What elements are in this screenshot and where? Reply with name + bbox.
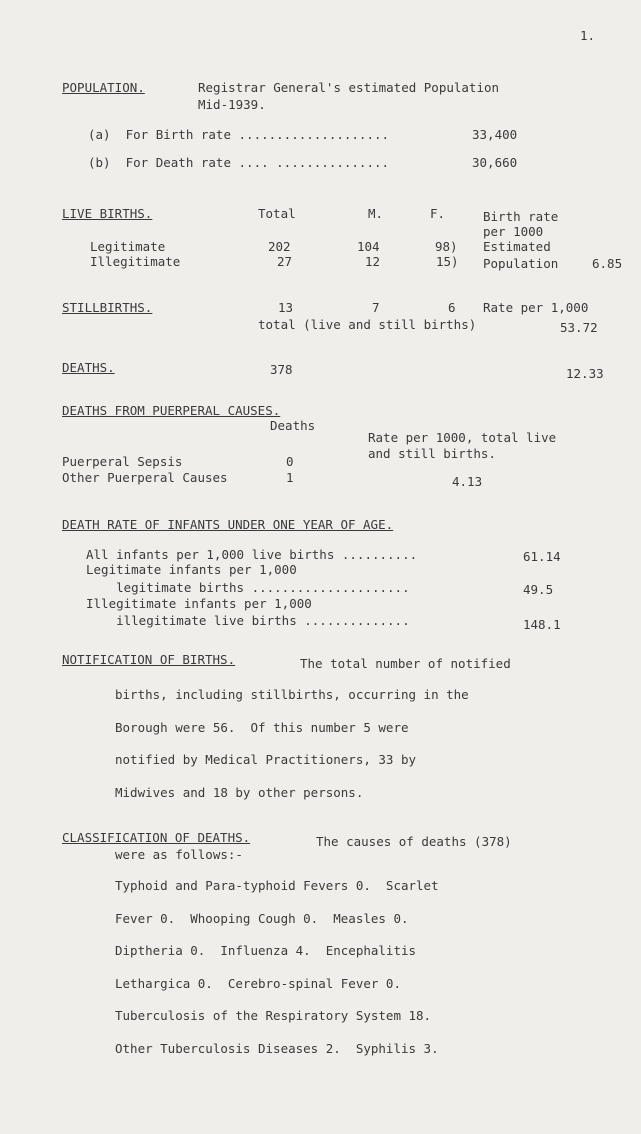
birth-rate-population-value: 33,400 bbox=[472, 127, 518, 142]
live-births-heading: LIVE BIRTHS. bbox=[62, 206, 153, 221]
death-rate-population-value: 30,660 bbox=[472, 155, 518, 170]
birth-rate-line1: Birth rate bbox=[483, 209, 559, 224]
live-births-col-m: M. bbox=[368, 206, 384, 221]
illegitimate-m: 12 bbox=[365, 254, 381, 269]
notification-first-line: The total number of notified bbox=[300, 656, 511, 671]
birth-rate-line2: per 1000 bbox=[483, 224, 544, 239]
stillbirths-rate-label: Rate per 1,000 bbox=[483, 300, 589, 315]
legitimate-label: Legitimate bbox=[90, 239, 166, 254]
puerperal-rate-value: 4.13 bbox=[452, 474, 483, 489]
puerperal-sepsis-value: 0 bbox=[286, 454, 294, 469]
classification-line-3: Diptheria 0. Influenza 4. Encephalitis bbox=[115, 943, 417, 958]
notification-line-3: notified by Medical Practitioners, 33 by bbox=[115, 752, 417, 767]
other-puerperal-label: Other Puerperal Causes bbox=[62, 470, 228, 485]
infant-line-legit-births: legitimate births ..................... bbox=[86, 580, 410, 595]
infant-value-illegit: 148.1 bbox=[523, 617, 561, 632]
notification-line-4: Midwives and 18 by other persons. bbox=[115, 785, 364, 800]
stillbirths-m: 7 bbox=[372, 300, 380, 315]
illegitimate-total: 27 bbox=[277, 254, 293, 269]
stillbirths-heading: STILLBIRTHS. bbox=[62, 300, 153, 315]
legitimate-m: 104 bbox=[357, 239, 380, 254]
classification-line-2: Fever 0. Whooping Cough 0. Measles 0. bbox=[115, 911, 409, 926]
deaths-heading: DEATHS. bbox=[62, 360, 115, 375]
classification-line-1: Typhoid and Para-typhoid Fevers 0. Scarlet bbox=[115, 878, 439, 893]
classification-line-6: Other Tuberculosis Diseases 2. Syphilis 3. bbox=[115, 1041, 439, 1056]
deaths-value: 378 bbox=[270, 362, 293, 377]
infant-value-legit: 49.5 bbox=[523, 582, 554, 597]
birth-rate-value: 6.85 bbox=[592, 256, 623, 271]
death-rate-population-label: (b) For Death rate .... ............... bbox=[88, 155, 390, 170]
birth-rate-line3: Estimated bbox=[483, 239, 551, 254]
illegitimate-f: 15) bbox=[436, 254, 459, 269]
stillbirths-rate-value: 53.72 bbox=[560, 320, 598, 335]
classification-second-line: were as follows:- bbox=[115, 847, 243, 862]
classification-heading: CLASSIFICATION OF DEATHS. bbox=[62, 830, 251, 845]
infant-line-illegit-births: illegitimate live births .............. bbox=[86, 613, 410, 628]
classification-line-4: Lethargica 0. Cerebro-spinal Fever 0. bbox=[115, 976, 401, 991]
illegitimate-label: Illegitimate bbox=[90, 254, 181, 269]
puerperal-sepsis-label: Puerperal Sepsis bbox=[62, 454, 183, 469]
deaths-rate: 12.33 bbox=[566, 366, 604, 381]
puerperal-col-deaths: Deaths bbox=[270, 418, 316, 433]
stillbirths-total: 13 bbox=[278, 300, 294, 315]
birth-rate-line4: Population bbox=[483, 256, 559, 271]
stillbirths-f: 6 bbox=[448, 300, 456, 315]
puerperal-heading: DEATHS FROM PUERPERAL CAUSES. bbox=[62, 403, 281, 418]
infant-value-all: 61.14 bbox=[523, 549, 561, 564]
other-puerperal-value: 1 bbox=[286, 470, 294, 485]
stillbirths-total-note: total (live and still births) bbox=[258, 317, 477, 332]
page-number: 1. bbox=[580, 28, 596, 43]
live-births-col-f: F. bbox=[430, 206, 446, 221]
notification-heading: NOTIFICATION OF BIRTHS. bbox=[62, 652, 236, 667]
infant-deaths-heading: DEATH RATE OF INFANTS UNDER ONE YEAR OF AGE. bbox=[62, 517, 394, 532]
notification-line-1: births, including stillbirths, occurring in the bbox=[115, 687, 469, 702]
birth-rate-population-label: (a) For Birth rate .................... bbox=[88, 127, 390, 142]
infant-line-all: All infants per 1,000 live births .......... bbox=[86, 547, 418, 562]
classification-line-5: Tuberculosis of the Respiratory System 18. bbox=[115, 1008, 432, 1023]
legitimate-f: 98) bbox=[435, 239, 458, 254]
population-heading: POPULATION. bbox=[62, 80, 145, 95]
infant-line-illegit: Illegitimate infants per 1,000 bbox=[86, 596, 312, 611]
classification-first-line: The causes of deaths (378) bbox=[316, 834, 512, 849]
notification-line-2: Borough were 56. Of this number 5 were bbox=[115, 720, 409, 735]
puerperal-rate-line2: and still births. bbox=[368, 446, 496, 461]
puerperal-rate-line1: Rate per 1000, total live bbox=[368, 430, 557, 445]
population-desc-line2: Mid-1939. bbox=[198, 97, 266, 112]
infant-line-legit: Legitimate infants per 1,000 bbox=[86, 562, 297, 577]
live-births-col-total: Total bbox=[258, 206, 296, 221]
legitimate-total: 202 bbox=[268, 239, 291, 254]
population-desc-line1: Registrar General's estimated Population bbox=[198, 80, 500, 95]
